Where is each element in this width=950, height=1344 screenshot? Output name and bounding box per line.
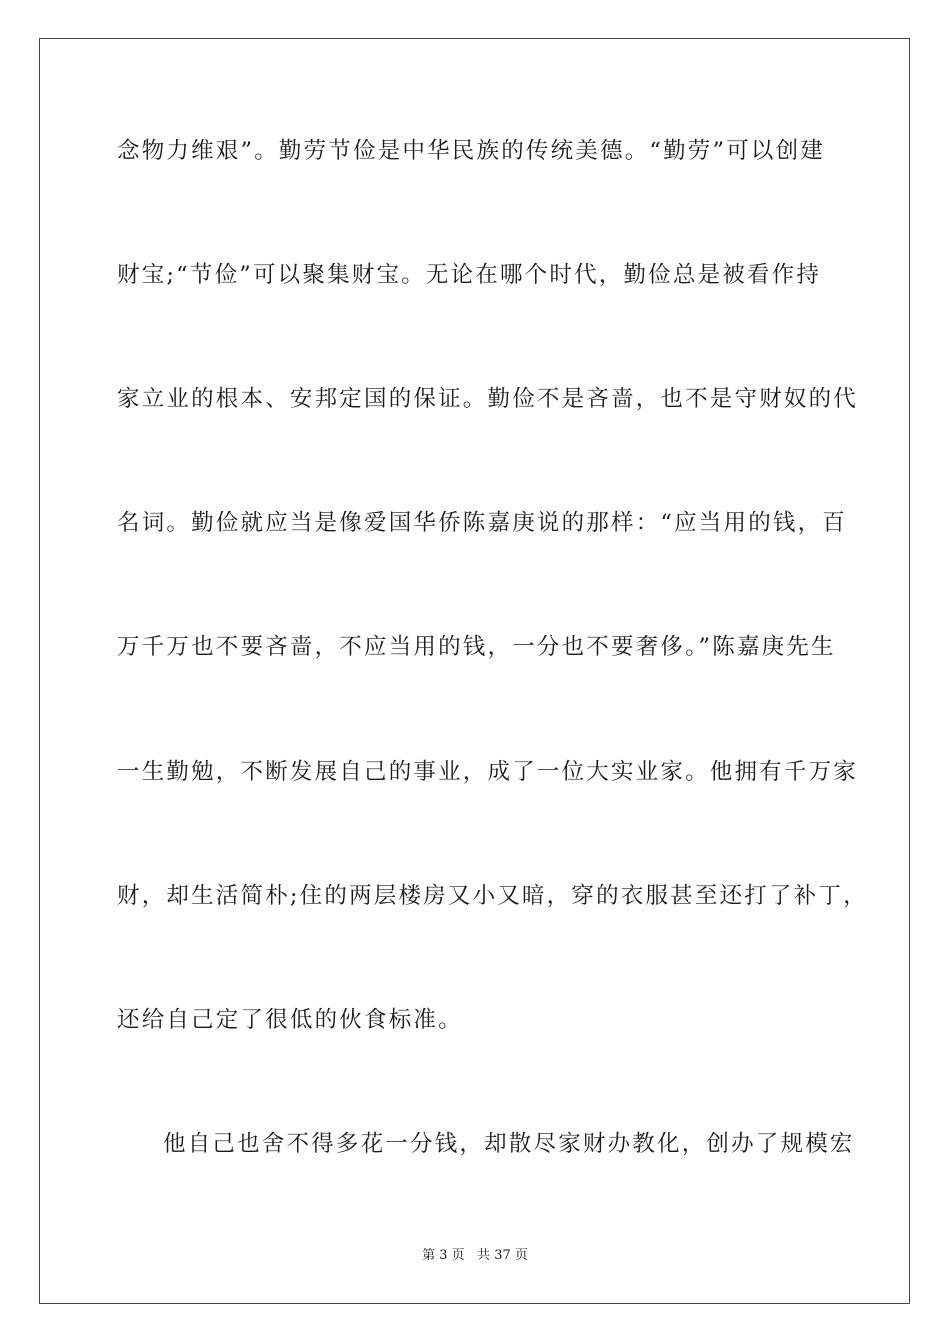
paragraph-line-8: 还给自己定了很低的伙食标准。 bbox=[117, 1007, 463, 1033]
paragraph-line-5: 万千万也不要吝啬，不应当用的钱，一分也不要奢侈。”陈嘉庚先生 bbox=[117, 634, 836, 660]
paragraph-line-1: 念物力维艰”。勤劳节俭是中华民族的传统美德。“勤劳”可以创建 bbox=[117, 138, 826, 164]
paragraph-line-2: 财宝;“节俭”可以聚集财宝。无论在哪个时代，勤俭总是被看作持 bbox=[117, 262, 822, 288]
paragraph-line-6: 一生勤勉，不断发展自己的事业，成了一位大实业家。他拥有千万家 bbox=[117, 759, 859, 785]
paragraph-line-4: 名词。勤俭就应当是像爱国华侨陈嘉庚说的那样：“应当用的钱，百 bbox=[117, 510, 848, 536]
page-border bbox=[39, 38, 910, 1304]
page-number-footer: 第 3 页 共 37 页 bbox=[422, 1248, 528, 1263]
paragraph-line-9: 他自己也舍不得多花一分钱，却散尽家财办教化，创办了规模宏 bbox=[163, 1131, 855, 1157]
paragraph-line-7: 财，却生活简朴;住的两层楼房又小又暗，穿的衣服甚至还打了补丁， bbox=[117, 883, 868, 909]
paragraph-line-3: 家立业的根本、安邦定国的保证。勤俭不是吝啬，也不是守财奴的代 bbox=[117, 386, 859, 412]
